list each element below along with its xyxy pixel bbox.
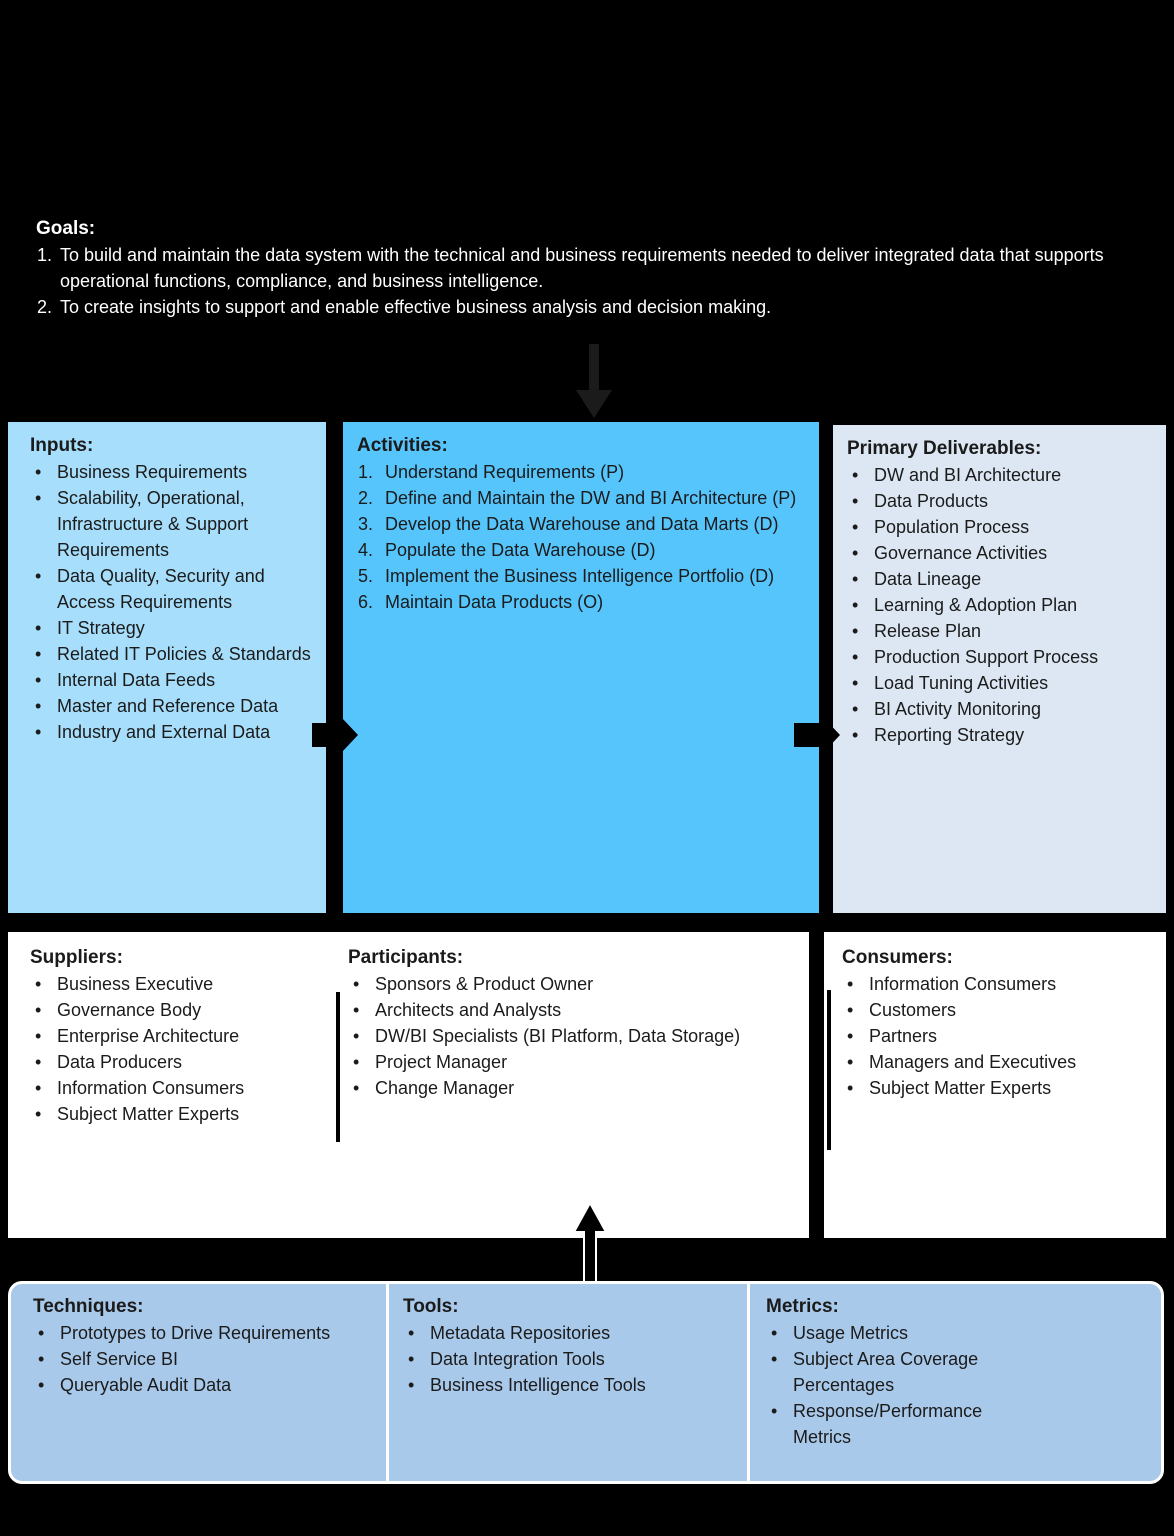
- suppliers-title: Suppliers:: [30, 947, 123, 968]
- list-item: • Industry and External Data: [30, 719, 312, 745]
- list-item: • Response/Performance Metrics: [766, 1398, 1038, 1450]
- list-item: • Change Manager: [348, 1075, 803, 1101]
- list-item: • Data Products: [847, 488, 1158, 514]
- list-item: Populate the Data Warehouse (D): [385, 540, 656, 560]
- consumers-title: Consumers:: [842, 947, 953, 968]
- list-item: • Metadata Repositories: [403, 1320, 737, 1346]
- list-item: • Information Consumers: [842, 971, 1158, 997]
- list-item: Implement the Business Intelligence Portfolio (D): [385, 566, 775, 586]
- goals-section: [36, 216, 1144, 320]
- list-item: • Learning & Adoption Plan: [847, 592, 1158, 618]
- metrics-list: [766, 1320, 1038, 1450]
- list-item: • DW and BI Architecture: [847, 462, 1158, 488]
- list-item: • Queryable Audit Data: [33, 1372, 376, 1398]
- techniques-list: [33, 1320, 376, 1398]
- consumers-divider: [827, 990, 831, 1150]
- participants-title: Participants:: [348, 947, 464, 968]
- list-item: • IT Strategy: [30, 615, 312, 641]
- list-item: • Partners: [842, 1023, 1158, 1049]
- suppliers-column: [30, 945, 330, 1127]
- list-item: • Business Requirements: [30, 459, 312, 485]
- metrics-title: Metrics:: [766, 1296, 839, 1317]
- list-item: • Data Quality, Security and Access Requirements: [30, 563, 312, 615]
- list-item: • Production Support Process: [847, 644, 1158, 670]
- techniques-title: Techniques:: [33, 1296, 144, 1317]
- list-item: • BI Activity Monitoring: [847, 696, 1158, 722]
- activities-box: [343, 422, 819, 913]
- list-item: • Population Process: [847, 514, 1158, 540]
- tools-title: Tools:: [403, 1296, 459, 1317]
- participants-list: [348, 971, 803, 1101]
- list-item: • Master and Reference Data: [30, 693, 312, 719]
- list-item: To build and maintain the data system with the technical and business requirements needed to deliver integrated data that supports operational functions, compliance, and business intelligence.: [60, 245, 1104, 291]
- activities-title: Activities:: [357, 435, 448, 456]
- list-item: • Business Intelligence Tools: [403, 1372, 737, 1398]
- primary-deliverables-title: Primary Deliverables:: [847, 438, 1042, 459]
- list-item: Define and Maintain the DW and BI Architecture (P): [385, 488, 797, 508]
- right-arrow-icon: [794, 718, 840, 752]
- list-item: • Architects and Analysts: [348, 997, 803, 1023]
- list-item: • Business Executive: [30, 971, 330, 997]
- activities-list: [357, 459, 797, 615]
- suppliers-participants-divider: [336, 992, 340, 1142]
- tools-list: [403, 1320, 737, 1398]
- inputs-box: [8, 422, 326, 913]
- primary-deliverables-box: [833, 425, 1166, 913]
- metrics-cell: [750, 1284, 1161, 1481]
- list-item: • Sponsors & Product Owner: [348, 971, 803, 997]
- list-item: • Self Service BI: [33, 1346, 376, 1372]
- down-arrow-icon: [574, 344, 614, 418]
- suppliers-list: [30, 971, 330, 1127]
- list-item: • Prototypes to Drive Requirements: [33, 1320, 376, 1346]
- list-item: • Subject Matter Experts: [30, 1101, 330, 1127]
- list-item: • Scalability, Operational, Infrastructure & Support Requirements: [30, 485, 312, 563]
- list-item: • Customers: [842, 997, 1158, 1023]
- list-item: Maintain Data Products (O): [385, 592, 604, 612]
- participants-column: [348, 945, 803, 1101]
- goals-list: [36, 242, 1144, 320]
- list-item: • Usage Metrics: [766, 1320, 1038, 1346]
- inputs-title: Inputs:: [30, 435, 94, 456]
- list-item: • Governance Body: [30, 997, 330, 1023]
- list-item: • Data Lineage: [847, 566, 1158, 592]
- list-item: • Information Consumers: [30, 1075, 330, 1101]
- techniques-tools-metrics-bar: [8, 1281, 1164, 1484]
- list-item: • Data Integration Tools: [403, 1346, 737, 1372]
- list-item: • DW/BI Specialists (BI Platform, Data Storage): [348, 1023, 803, 1049]
- list-item: • Load Tuning Activities: [847, 670, 1158, 696]
- list-item: • Governance Activities: [847, 540, 1158, 566]
- list-item: • Related IT Policies & Standards: [30, 641, 312, 667]
- list-item: • Subject Area Coverage Percentages: [766, 1346, 1038, 1398]
- list-item: • Subject Matter Experts: [842, 1075, 1158, 1101]
- right-arrow-icon: [312, 718, 358, 752]
- list-item: • Release Plan: [847, 618, 1158, 644]
- list-item: • Internal Data Feeds: [30, 667, 312, 693]
- list-item: Develop the Data Warehouse and Data Marts (D): [385, 514, 779, 534]
- list-item: • Enterprise Architecture: [30, 1023, 330, 1049]
- up-arrow-icon: [573, 1202, 607, 1286]
- suppliers-participants-box: [8, 932, 809, 1238]
- list-item: • Reporting Strategy: [847, 722, 1158, 748]
- consumers-box: [824, 932, 1166, 1238]
- goals-title: Goals:: [36, 218, 96, 239]
- consumers-list: [842, 971, 1158, 1101]
- inputs-list: [30, 459, 312, 745]
- primary-deliverables-list: [847, 462, 1158, 748]
- list-item: • Data Producers: [30, 1049, 330, 1075]
- tools-cell: [389, 1284, 750, 1481]
- list-item: To create insights to support and enable effective business analysis and decision making.: [60, 297, 772, 317]
- techniques-cell: [11, 1284, 389, 1481]
- list-item: • Managers and Executives: [842, 1049, 1158, 1075]
- list-item: • Project Manager: [348, 1049, 803, 1075]
- list-item: Understand Requirements (P): [385, 462, 625, 482]
